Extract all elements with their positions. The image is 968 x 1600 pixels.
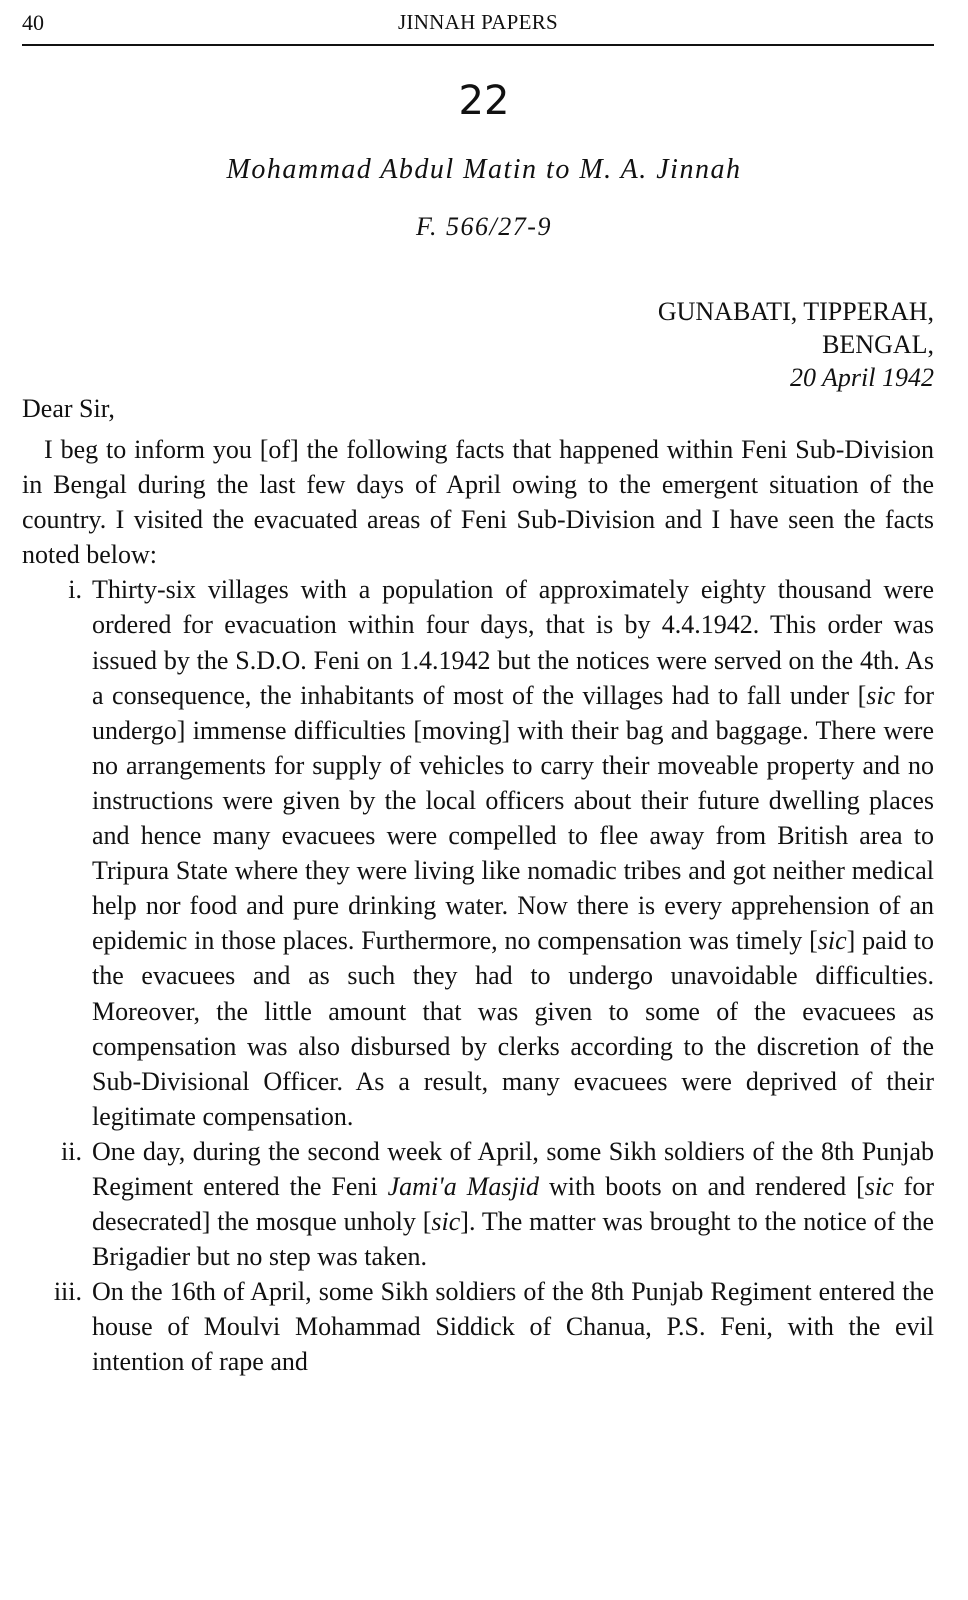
item-text: for undergo] immense difficulties [moving] with their bag and baggage. There were no arrangements for supply of vehicles to carry their moveable property and no instructions were given by the local officers about their future dwelling places and hence many evacuees were compelled to flee away from British area to Tripura State where they were living like nomadic tribes and got neither medical help nor food and pure drinking water. Now there is every apprehension of an epidemic in those places. Furthermore, no compensation was timely [ bbox=[92, 680, 934, 956]
sender-address bbox=[658, 295, 934, 394]
page-number: 40 bbox=[22, 10, 44, 35]
list-item bbox=[22, 572, 934, 1134]
intro-paragraph: I beg to inform you [of] the following facts that happened within Feni Sub-Division in Bengal during the last few days of April owing to the emergent situation of the country. I visited the evacuated areas of Feni Sub-Division and I have seen the facts noted below: bbox=[22, 435, 934, 570]
salutation: Dear Sir, bbox=[22, 394, 115, 423]
document-number: 22 bbox=[458, 78, 510, 124]
item-text: for desecrated] the mosque unholy [ bbox=[92, 1171, 934, 1237]
item-marker: i. bbox=[68, 575, 82, 605]
header-rule bbox=[22, 44, 934, 46]
sic-note: sic bbox=[866, 680, 896, 710]
item-marker: ii. bbox=[61, 1136, 82, 1166]
list-item bbox=[22, 1274, 934, 1379]
page-header bbox=[22, 8, 934, 40]
numbered-list bbox=[22, 572, 934, 1379]
item-text: One day, during the second week of April, some Sikh soldiers of the 8th Punjab Regiment entered the Feni bbox=[92, 1136, 934, 1201]
item-text: with boots on and rendered [ bbox=[538, 1171, 865, 1201]
address-line-1: GUNABATI, TIPPERAH, bbox=[657, 297, 934, 326]
letter-date: 20 April 1942 bbox=[790, 363, 934, 392]
sic-note: sic bbox=[864, 1171, 894, 1201]
letter-body bbox=[22, 432, 934, 1380]
item-text: ]. The matter was brought to the notice of the Brigadier but no step was taken. bbox=[92, 1207, 934, 1272]
item-text: ] paid to the evacuees and as such they had to undergo unavoidable difficulties. Moreover, the little amount that was given to some of the evacuees as compensation was also disbursed by clerks according to the discretion of the Sub-Divisional Officer. As a result, many evacuees were deprived of their legitimate compensation. bbox=[92, 926, 934, 1131]
sic-note: sic bbox=[431, 1207, 461, 1237]
list-item bbox=[22, 1134, 934, 1274]
item-text: On the 16th of April, some Sikh soldiers of the 8th Punjab Regiment entered the house of Moulvi Mohammad Siddick of Chanua, P.S. Feni, with the evil intention of rape and bbox=[92, 1277, 934, 1377]
document-title: Mohammad Abdul Matin to M. A. Jinnah bbox=[226, 154, 742, 185]
item-marker: iii. bbox=[53, 1277, 82, 1307]
sic-note: sic bbox=[817, 926, 847, 956]
file-reference: F. 566/27-9 bbox=[416, 212, 552, 241]
address-line-2: BENGAL, bbox=[822, 330, 934, 359]
running-title: JINNAH PAPERS bbox=[397, 10, 559, 34]
mosque-name: Jami'a Masjid bbox=[387, 1171, 539, 1201]
item-text: Thirty-six villages with a population of approximately eighty thousand were ordered for evacuation within four days, that is by 4.4.1942. This order was issued by the S.D.O. Feni on 1.4.1942 but the notices were served on the 4th. As a consequence, the inhabitants of most of the villages had to fall under [ bbox=[92, 575, 934, 710]
